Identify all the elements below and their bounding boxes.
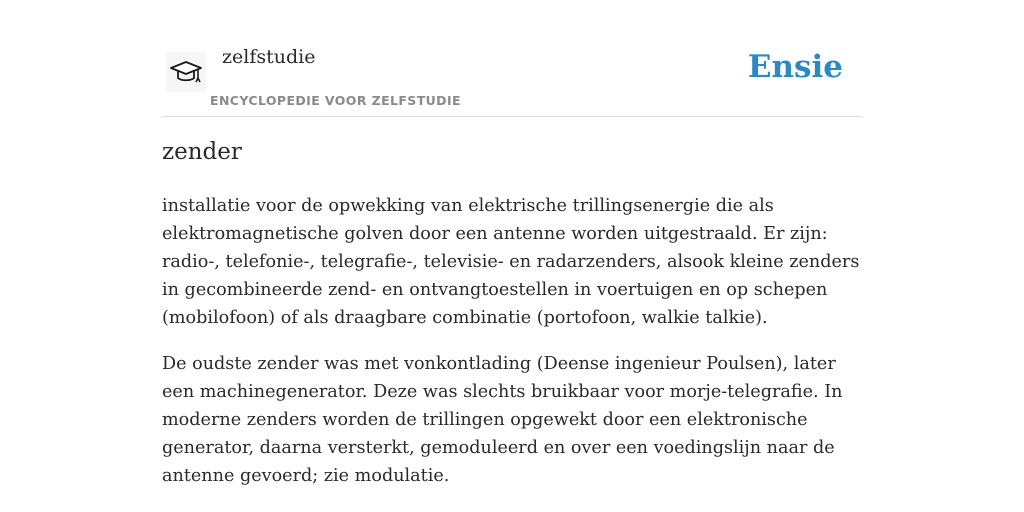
site-name[interactable]: zelfstudie xyxy=(222,46,316,68)
brand-logo[interactable]: Ensie xyxy=(747,49,843,85)
page-container xyxy=(162,0,862,512)
entry-body xyxy=(162,192,862,508)
site-tagline: ENCYCLOPEDIE VOOR ZELFSTUDIE xyxy=(210,93,461,108)
entry-paragraph: De oudste zender was met vonkontlading (Deense ingenieur Poulsen), later een machinegenerator. Deze was slechts bruikbaar voor morje-telegrafie. In moderne zenders worden de trillingen opgewekt door een elektronische generator, daarna versterkt, gemoduleerd en over een voedingslijn naar de antenne gevoerd; zie modulatie. xyxy=(162,354,843,486)
site-header xyxy=(162,0,862,117)
entry-paragraph: installatie voor de opwekking van elektrische trillingsenergie die als elektromagnetische golven door een antenne worden uitgestraald. Er zijn: radio-, telefonie-, telegrafie-, televisie- en radarzenders, alsook kleine zenders in gecombineerde zend- en ontvangtoestellen in voertuigen en op schepen (mobilofoon) of als draagbare combinatie (portofoon, walkie talkie). xyxy=(162,196,860,328)
graduation-cap-icon[interactable] xyxy=(166,52,206,92)
entry-title: zender xyxy=(162,139,242,165)
